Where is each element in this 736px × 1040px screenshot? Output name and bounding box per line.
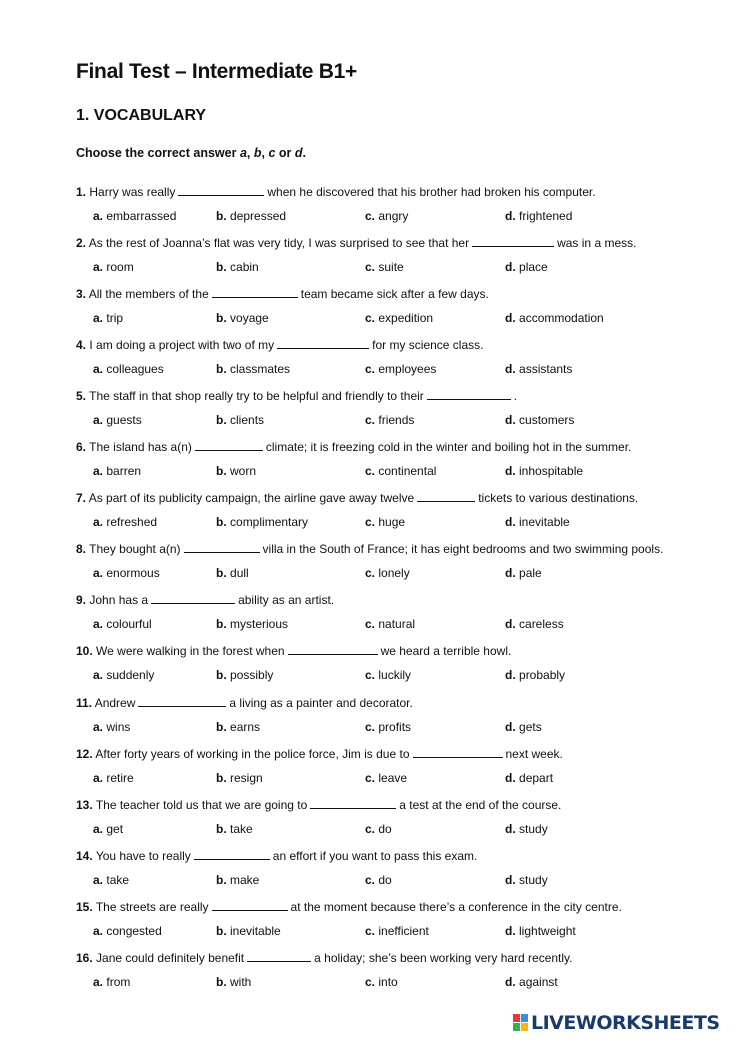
question-number: 16.	[76, 951, 93, 965]
option-text: lonely	[378, 566, 410, 580]
option-a[interactable]	[93, 464, 141, 478]
option-text: customers	[519, 413, 575, 427]
option-text: study	[519, 822, 548, 836]
question-text-before: John has a	[89, 593, 149, 607]
option-text: leave	[378, 771, 408, 785]
question-text-after: when he discovered that his brother had broken his computer.	[267, 185, 596, 199]
option-letter: c.	[365, 771, 376, 785]
option-letter: c.	[365, 566, 376, 580]
option-d[interactable]	[505, 515, 570, 529]
option-text: from	[106, 975, 131, 989]
instruction-d: d	[294, 146, 303, 160]
answer-blank[interactable]	[288, 643, 378, 655]
option-text: wins	[106, 720, 131, 734]
option-letter: b.	[216, 362, 227, 376]
option-letter: a.	[93, 771, 104, 785]
option-text: natural	[378, 617, 416, 631]
question-text-after: for my science class.	[372, 338, 484, 352]
option-a[interactable]	[93, 515, 157, 529]
option-text: do	[378, 822, 392, 836]
option-text: refreshed	[106, 515, 158, 529]
option-text: friends	[378, 413, 415, 427]
question-5	[76, 388, 517, 403]
option-letter: d.	[505, 924, 516, 938]
question-text-before: I am doing a project with two of my	[89, 338, 275, 352]
question-number: 13.	[76, 798, 93, 812]
question-text-before: The teacher told us that we are going to	[95, 798, 308, 812]
question-text-before: Andrew	[94, 696, 136, 710]
option-text: take	[230, 822, 253, 836]
option-letter: a.	[93, 720, 104, 734]
option-b[interactable]	[216, 668, 273, 682]
option-letter: d.	[505, 464, 516, 478]
question-text-after: an effort if you want to pass this exam.	[272, 849, 478, 863]
question-text-after: we heard a terrible howl.	[380, 644, 512, 658]
instruction-end: .	[302, 146, 306, 160]
option-b[interactable]	[216, 924, 281, 938]
option-c[interactable]	[365, 924, 429, 938]
option-text: probably	[519, 668, 566, 682]
option-letter: d.	[505, 413, 516, 427]
option-a[interactable]	[93, 209, 176, 223]
question-8	[76, 541, 663, 556]
option-text: room	[106, 260, 134, 274]
option-d[interactable]	[505, 260, 548, 274]
question-text-after: tickets to various destinations.	[478, 491, 639, 505]
option-letter: b.	[216, 566, 227, 580]
option-letter: a.	[93, 617, 104, 631]
option-letter: b.	[216, 873, 227, 887]
option-letter: d.	[505, 515, 516, 529]
option-letter: c.	[365, 413, 376, 427]
answer-blank[interactable]	[472, 235, 554, 247]
question-1	[76, 184, 596, 199]
question-text-before: All the members of the	[88, 287, 209, 301]
option-letter: d.	[505, 720, 516, 734]
answer-blank[interactable]	[427, 388, 511, 400]
question-text-after: villa in the South of France; it has eight bedrooms and two swimming pools.	[262, 542, 664, 556]
option-b[interactable]	[216, 464, 256, 478]
question-text-before: The staff in that shop really try to be helpful and friendly to their	[89, 389, 424, 403]
option-c[interactable]	[365, 362, 436, 376]
option-letter: d.	[505, 311, 516, 325]
question-text-before: You have to really	[95, 849, 191, 863]
question-text-after: .	[513, 389, 518, 403]
option-text: continental	[378, 464, 437, 478]
option-text: barren	[106, 464, 142, 478]
option-c[interactable]	[365, 260, 404, 274]
question-text-before: They bought a(n)	[89, 542, 181, 556]
option-a[interactable]	[93, 873, 129, 887]
question-number: 12.	[76, 747, 93, 761]
option-a[interactable]	[93, 617, 152, 631]
option-text: classmates	[230, 362, 291, 376]
option-letter: d.	[505, 873, 516, 887]
question-number: 8.	[76, 542, 87, 556]
option-letter: d.	[505, 362, 516, 376]
option-c[interactable]	[365, 822, 392, 836]
option-text: careless	[519, 617, 564, 631]
option-c[interactable]	[365, 873, 392, 887]
option-letter: a.	[93, 464, 104, 478]
question-12	[76, 746, 563, 761]
question-number: 2.	[76, 236, 87, 250]
option-letter: a.	[93, 260, 104, 274]
instruction-prefix: Choose the correct answer	[76, 146, 240, 160]
option-letter: a.	[93, 209, 104, 223]
option-letter: b.	[216, 311, 227, 325]
instruction-c: c	[268, 146, 276, 160]
option-text: clients	[230, 413, 265, 427]
option-letter: b.	[216, 822, 227, 836]
answer-blank[interactable]	[184, 541, 260, 553]
option-letter: a.	[93, 924, 104, 938]
option-a[interactable]	[93, 413, 142, 427]
option-a[interactable]	[93, 975, 130, 989]
option-text: place	[519, 260, 548, 274]
option-a[interactable]	[93, 311, 123, 325]
option-b[interactable]	[216, 720, 260, 734]
option-letter: b.	[216, 975, 227, 989]
option-text: earns	[230, 720, 261, 734]
option-letter: d.	[505, 771, 516, 785]
question-text-after: a test at the end of the course.	[399, 798, 562, 812]
option-text: suddenly	[106, 668, 155, 682]
option-d[interactable]	[505, 924, 576, 938]
option-c[interactable]	[365, 464, 436, 478]
option-text: inhospitable	[519, 464, 584, 478]
option-letter: a.	[93, 566, 104, 580]
question-text-before: Jane could definitely benefit	[96, 951, 245, 965]
option-text: possibly	[230, 668, 274, 682]
option-c[interactable]	[365, 311, 433, 325]
option-text: congested	[106, 924, 162, 938]
option-text: retire	[106, 771, 134, 785]
option-b[interactable]	[216, 515, 308, 529]
instruction-a: a	[239, 146, 247, 160]
option-letter: c.	[365, 822, 376, 836]
question-text-before: Harry was really	[89, 185, 176, 199]
question-number: 1.	[76, 185, 87, 199]
option-c[interactable]	[365, 617, 415, 631]
option-a[interactable]	[93, 924, 162, 938]
option-d[interactable]	[505, 873, 548, 887]
option-c[interactable]	[365, 975, 398, 989]
option-text: inevitable	[519, 515, 570, 529]
option-text: worn	[230, 464, 257, 478]
option-a[interactable]	[93, 771, 134, 785]
option-letter: b.	[216, 515, 227, 529]
option-d[interactable]	[505, 822, 548, 836]
option-c[interactable]	[365, 515, 405, 529]
option-letter: d.	[505, 209, 516, 223]
option-letter: c.	[365, 260, 376, 274]
option-letter: b.	[216, 413, 227, 427]
answer-blank[interactable]	[417, 490, 475, 502]
option-text: take	[106, 873, 130, 887]
option-text: suite	[378, 260, 404, 274]
option-text: lightweight	[519, 924, 576, 938]
question-2	[76, 235, 636, 250]
option-text: study	[519, 873, 548, 887]
option-letter: b.	[216, 771, 227, 785]
option-letter: c.	[365, 617, 376, 631]
question-text-after: team became sick after a few days.	[300, 287, 489, 301]
question-text-before: The island has a(n)	[89, 440, 192, 454]
option-letter: c.	[365, 311, 376, 325]
option-letter: d.	[505, 822, 516, 836]
question-number: 5.	[76, 389, 87, 403]
question-text-after: at the moment because there’s a conference in the city centre.	[290, 900, 622, 914]
option-b[interactable]	[216, 975, 251, 989]
option-letter: b.	[216, 617, 227, 631]
option-text: depressed	[230, 209, 287, 223]
option-d[interactable]	[505, 311, 604, 325]
option-d[interactable]	[505, 464, 583, 478]
question-number: 14.	[76, 849, 93, 863]
liveworksheets-logo-icon	[513, 1014, 529, 1032]
option-letter: a.	[93, 822, 104, 836]
option-letter: c.	[365, 362, 376, 376]
question-11	[76, 695, 413, 710]
option-text: into	[378, 975, 398, 989]
option-text: colourful	[106, 617, 152, 631]
option-c[interactable]	[365, 720, 411, 734]
option-b[interactable]	[216, 566, 249, 580]
option-b[interactable]	[216, 209, 286, 223]
question-text-before: After forty years of working in the police force, Jim is due to	[95, 747, 410, 761]
option-text: cabin	[230, 260, 259, 274]
option-b[interactable]	[216, 771, 263, 785]
option-letter: c.	[365, 515, 376, 529]
option-c[interactable]	[365, 771, 407, 785]
option-a[interactable]	[93, 822, 123, 836]
option-text: embarrassed	[106, 209, 177, 223]
option-text: guests	[106, 413, 142, 427]
answer-blank[interactable]	[277, 337, 369, 349]
question-text-after: a holiday; she’s been working very hard recently.	[314, 951, 573, 965]
answer-blank[interactable]	[194, 848, 270, 860]
answer-blank[interactable]	[178, 184, 264, 196]
option-letter: a.	[93, 668, 104, 682]
question-number: 6.	[76, 440, 87, 454]
option-letter: a.	[93, 362, 104, 376]
option-b[interactable]	[216, 260, 259, 274]
logo-text: LIVEWORKSHEETS	[531, 1012, 720, 1034]
answer-blank[interactable]	[138, 695, 226, 707]
answer-blank[interactable]	[151, 592, 235, 604]
liveworksheets-logo	[513, 1012, 720, 1034]
option-c[interactable]	[365, 566, 410, 580]
option-text: colleagues	[106, 362, 164, 376]
question-text-before: As the rest of Joanna’s flat was very tidy, I was surprised to see that her	[88, 236, 470, 250]
question-number: 11.	[76, 696, 93, 710]
option-text: voyage	[230, 311, 269, 325]
question-14	[76, 848, 477, 863]
option-letter: c.	[365, 975, 376, 989]
option-text: inevitable	[230, 924, 281, 938]
option-text: get	[106, 822, 124, 836]
option-d[interactable]	[505, 413, 574, 427]
option-text: assistants	[519, 362, 573, 376]
option-d[interactable]	[505, 566, 542, 580]
question-number: 15.	[76, 900, 93, 914]
question-7	[76, 490, 638, 505]
option-letter: c.	[365, 668, 376, 682]
instruction-sep: ,	[261, 146, 269, 160]
question-3	[76, 286, 489, 301]
option-d[interactable]	[505, 771, 553, 785]
question-number: 10.	[76, 644, 93, 658]
option-b[interactable]	[216, 413, 264, 427]
option-text: depart	[519, 771, 554, 785]
option-text: trip	[106, 311, 124, 325]
question-text-after: was in a mess.	[557, 236, 637, 250]
option-letter: d.	[505, 617, 516, 631]
option-c[interactable]	[365, 668, 411, 682]
option-text: gets	[519, 720, 542, 734]
option-text: complimentary	[230, 515, 309, 529]
answer-blank[interactable]	[212, 286, 298, 298]
option-d[interactable]	[505, 975, 558, 989]
instruction-sep: ,	[246, 146, 254, 160]
option-letter: a.	[93, 873, 104, 887]
question-16	[76, 950, 573, 965]
option-a[interactable]	[93, 720, 130, 734]
option-c[interactable]	[365, 413, 414, 427]
option-text: frightened	[519, 209, 573, 223]
option-b[interactable]	[216, 617, 288, 631]
answer-blank[interactable]	[413, 746, 503, 758]
question-13	[76, 797, 561, 812]
option-text: dull	[230, 566, 249, 580]
option-letter: c.	[365, 720, 376, 734]
instruction-or: or	[275, 146, 295, 160]
option-text: accommodation	[519, 311, 604, 325]
question-number: 3.	[76, 287, 87, 301]
option-letter: c.	[365, 873, 376, 887]
option-b[interactable]	[216, 822, 253, 836]
option-text: pale	[519, 566, 542, 580]
option-d[interactable]	[505, 209, 572, 223]
question-text-after: a living as a painter and decorator.	[229, 696, 413, 710]
option-letter: a.	[93, 975, 104, 989]
question-6	[76, 439, 631, 454]
option-text: mysterious	[230, 617, 289, 631]
instruction	[76, 146, 306, 160]
option-text: angry	[378, 209, 409, 223]
option-c[interactable]	[365, 209, 408, 223]
option-letter: b.	[216, 209, 227, 223]
question-text-after: ability as an artist.	[238, 593, 335, 607]
option-text: enormous	[106, 566, 160, 580]
option-text: employees	[378, 362, 437, 376]
question-number: 9.	[76, 593, 87, 607]
question-9	[76, 592, 334, 607]
option-letter: d.	[505, 260, 516, 274]
option-letter: d.	[505, 975, 516, 989]
option-letter: c.	[365, 464, 376, 478]
option-b[interactable]	[216, 311, 269, 325]
option-text: make	[230, 873, 260, 887]
option-letter: b.	[216, 260, 227, 274]
question-15	[76, 899, 622, 914]
question-text-after: climate; it is freezing cold in the winter and boiling hot in the summer.	[265, 440, 632, 454]
option-text: huge	[378, 515, 406, 529]
option-b[interactable]	[216, 362, 290, 376]
option-text: luckily	[378, 668, 412, 682]
question-4	[76, 337, 483, 352]
option-letter: a.	[93, 413, 104, 427]
option-letter: c.	[365, 924, 376, 938]
option-d[interactable]	[505, 617, 564, 631]
option-letter: b.	[216, 668, 227, 682]
question-text-before: As part of its publicity campaign, the airline gave away twelve	[88, 491, 415, 505]
option-a[interactable]	[93, 260, 134, 274]
option-b[interactable]	[216, 873, 259, 887]
option-a[interactable]	[93, 668, 154, 682]
question-text-before: We were walking in the forest when	[96, 644, 285, 658]
option-text: do	[378, 873, 392, 887]
answer-blank[interactable]	[195, 439, 263, 451]
option-letter: c.	[365, 209, 376, 223]
page-title: Final Test – Intermediate B1+	[76, 60, 357, 83]
answer-blank[interactable]	[247, 950, 311, 962]
option-a[interactable]	[93, 362, 164, 376]
option-d[interactable]	[505, 668, 565, 682]
option-letter: a.	[93, 311, 104, 325]
option-letter: a.	[93, 515, 104, 529]
answer-blank[interactable]	[310, 797, 396, 809]
question-text-after: next week.	[505, 747, 563, 761]
option-letter: d.	[505, 668, 516, 682]
question-number: 4.	[76, 338, 87, 352]
question-10	[76, 643, 511, 658]
question-number: 7.	[76, 491, 87, 505]
option-letter: b.	[216, 464, 227, 478]
option-d[interactable]	[505, 362, 572, 376]
option-a[interactable]	[93, 566, 160, 580]
instruction-b: b	[253, 146, 262, 160]
option-d[interactable]	[505, 720, 542, 734]
option-text: profits	[378, 720, 412, 734]
option-text: against	[519, 975, 558, 989]
option-letter: d.	[505, 566, 516, 580]
option-letter: b.	[216, 924, 227, 938]
answer-blank[interactable]	[212, 899, 288, 911]
option-letter: b.	[216, 720, 227, 734]
question-text-before: The streets are really	[95, 900, 209, 914]
option-text: with	[230, 975, 252, 989]
option-text: inefficient	[378, 924, 429, 938]
option-text: resign	[230, 771, 263, 785]
section-heading: 1. VOCABULARY	[76, 107, 207, 124]
option-text: expedition	[378, 311, 434, 325]
